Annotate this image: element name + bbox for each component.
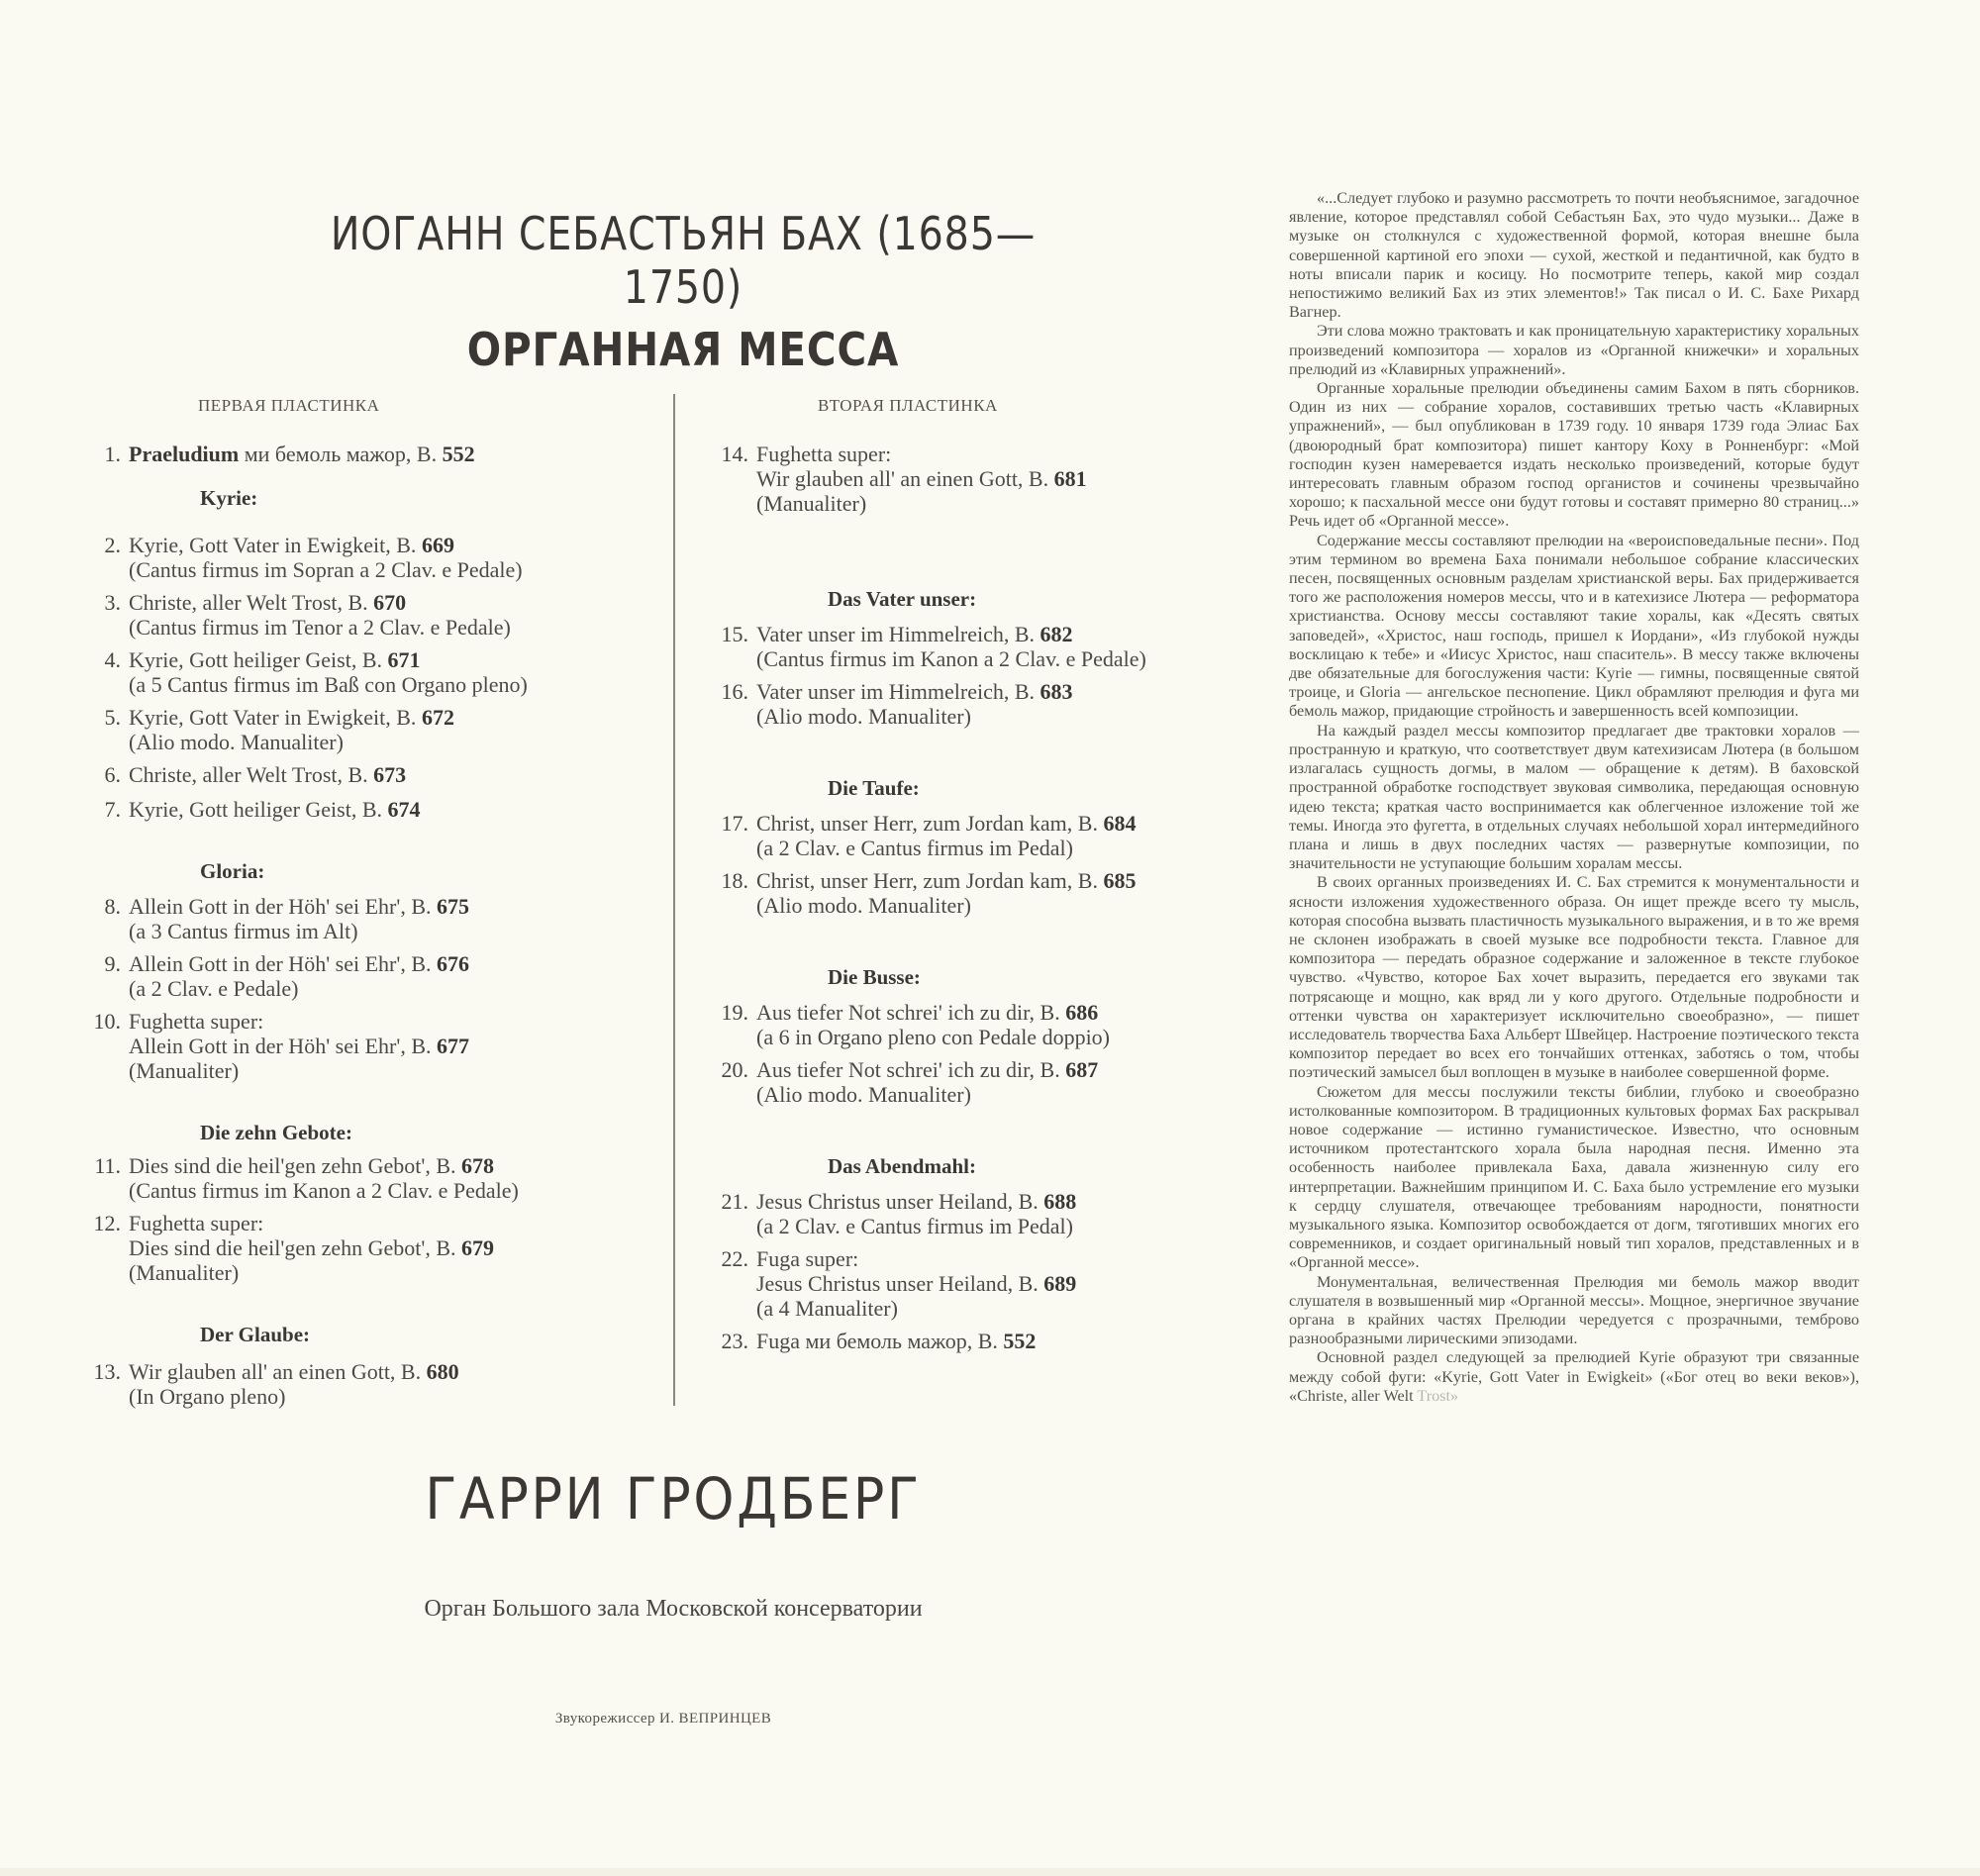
- bwv-number: 678: [461, 1153, 495, 1178]
- bwv-number: 552: [1003, 1329, 1037, 1353]
- track-number: 15.: [721, 622, 748, 646]
- essay-paragraph: Сюжетом для мессы послужили тексты библии, глубоко и своеобразно истолкованные композитором. В традиционных культовых формах Бах раскрывал новое содержание — истинно гуманистическое. Известно, что основным источником протестантского хорала была народная песня. Именно эта особенность наиболее привлекала Баха, давала жизненную силу его интерпретации. Важнейшим принципом И. С. Баха было устремление его музыки к сердцу слушателя, отвечающее требованиям народности, понятности музыкального языка. Композитор освобождается от догм, тяготивших многих его современников, и создает оригинальный новый тип хоралов, представленных и в «Органной мессе».: [1289, 1082, 1859, 1272]
- track-item: [77, 1153, 651, 1203]
- track-title: Allein Gott in der Höh' sei Ehr', В.: [129, 894, 437, 919]
- track-item: [77, 951, 651, 1001]
- bwv-number: 688: [1043, 1189, 1077, 1214]
- track-title: ми бемоль мажор, В.: [239, 442, 443, 466]
- track-number: 2.: [104, 533, 121, 557]
- track-subtitle: (a 6 in Organo pleno con Pedale doppio): [756, 1025, 1111, 1049]
- bwv-number: 681: [1053, 466, 1087, 491]
- track-item: [77, 442, 651, 466]
- track-number: 20.: [721, 1057, 748, 1082]
- track-number: 22.: [721, 1246, 748, 1271]
- bwv-number: 669: [421, 533, 454, 557]
- track-subtitle: (a 2 Clav. e Pedale): [129, 976, 299, 1001]
- section-title-die-busse: Die Busse:: [828, 965, 921, 989]
- track-title: Kyrie, Gott Vater in Ewigkeit, В.: [129, 705, 422, 730]
- track-title: Allein Gott in der Höh' sei Ehr', В.: [129, 1034, 437, 1058]
- track-item: [705, 622, 1259, 671]
- track-number: 16.: [721, 679, 748, 704]
- bwv-number: 675: [437, 894, 469, 919]
- section-title-der-glaube: Der Glaube:: [200, 1323, 311, 1346]
- essay-paragraph: Эти слова можно трактовать и как проницательную характеристику хоральных произведений композитора — хоралов из «Органной книжечки» и хоральных прелюдий из «Клавирных упражнений».: [1289, 322, 1859, 378]
- track-title: Christ, unser Herr, zum Jordan kam, В.: [756, 811, 1104, 836]
- bwv-number: 685: [1103, 868, 1137, 893]
- track-subtitle: (Alio modo. Manualiter): [756, 1082, 971, 1107]
- track-title: Vater unser im Himmelreich, В.: [756, 679, 1040, 704]
- section-title-zehn-gebote: Die zehn Gebote:: [200, 1121, 352, 1144]
- track-number: 10.: [93, 1009, 121, 1034]
- track-item: [77, 894, 651, 943]
- track-title: Wir glauben all' an einen Gott, В.: [129, 1359, 427, 1384]
- essay-paragraph: Органные хоральные прелюдии объединены самим Бахом в пять сборников. Один из них — собрание хоралов, составивших третью часть «Клавирных упражнений», — был опубликован в 1739 году. 10 января 1739 года Элиас Бах (двоюродный брат композитора) пишет кантору Коху в Ронненбург: «Мой господин кузен намеревается издать несколько произведений, которые будут интересовать главным образом господ органистов и сочинены чрезвычайно хорошо; к пасхальной мессе они будут готовы и составят примерно 80 страниц...» Речь идет об «Органной мессе».: [1289, 379, 1859, 531]
- track-subtitle: (Alio modo. Manualiter): [129, 730, 344, 754]
- track-number: 18.: [721, 868, 748, 893]
- track-item: [705, 679, 1259, 729]
- track-prefix: Fughetta super:: [756, 442, 892, 466]
- work-title: ОРГАННАЯ МЕССА: [466, 323, 900, 377]
- column-divider: [673, 394, 675, 1406]
- track-subtitle: (Alio modo. Manualiter): [756, 893, 971, 918]
- track-number: 23.: [721, 1329, 748, 1353]
- bwv-number: 683: [1040, 679, 1073, 704]
- track-number: 8.: [104, 894, 121, 919]
- bwv-number: 684: [1103, 811, 1137, 836]
- track-subtitle: (Manualiter): [756, 491, 867, 516]
- track-title: Dies sind die heil'gen zehn Gebot', В.: [129, 1235, 462, 1260]
- disc-2-tracklist: [705, 442, 1259, 1353]
- track-item: [77, 1359, 651, 1409]
- track-number: 19.: [721, 1000, 748, 1025]
- venue: Орган Большого зала Московской консерватории: [424, 1596, 923, 1622]
- track-number: 21.: [721, 1189, 748, 1214]
- disc-1-tracklist: [77, 442, 651, 1409]
- sound-engineer: Звукорежиссер И. ВЕПРИНЦЕВ: [554, 1711, 772, 1727]
- track-title-bold: Praeludium: [129, 442, 240, 466]
- bwv-number: 670: [373, 590, 407, 615]
- track-subtitle: (a 2 Clav. e Cantus firmus im Pedal): [756, 1214, 1073, 1238]
- track-item: [705, 868, 1259, 918]
- bwv-number: 679: [461, 1235, 495, 1260]
- bwv-number: 673: [373, 762, 407, 787]
- track-number: 17.: [721, 811, 748, 836]
- track-number: 11.: [94, 1153, 121, 1178]
- track-subtitle: (a 4 Manualiter): [756, 1296, 898, 1321]
- track-title: Wir glauben all' an einen Gott, В.: [756, 466, 1054, 491]
- track-number: 13.: [93, 1359, 121, 1384]
- track-title: Fuga ми бемоль мажор, В.: [756, 1329, 1004, 1353]
- track-title: Kyrie, Gott Vater in Ewigkeit, В.: [129, 533, 422, 557]
- track-subtitle: (Cantus firmus im Kanon a 2 Clav. e Pedale): [129, 1178, 519, 1203]
- track-number: 9.: [104, 951, 121, 976]
- track-subtitle: (Cantus firmus im Sopran a 2 Clav. e Pedale): [129, 557, 523, 582]
- disc-1-label: ПЕРВАЯ ПЛАСТИНКА: [198, 396, 380, 415]
- track-title: Aus tiefer Not schrei' ich zu dir, В.: [756, 1000, 1066, 1025]
- track-subtitle: (Alio modo. Manualiter): [756, 704, 971, 729]
- composer-heading: ИОГАНН СЕБАСТЬЯН БАХ (1685—1750): [330, 206, 1037, 314]
- essay-paragraph-last: [1289, 1348, 1859, 1406]
- bwv-number: 552: [442, 442, 475, 466]
- track-item: [77, 1009, 651, 1083]
- track-number: 3.: [104, 590, 121, 615]
- track-item: [77, 797, 651, 822]
- section-title-gloria: Gloria:: [200, 859, 265, 883]
- track-item: [77, 533, 651, 582]
- track-title: Vater unser im Himmelreich, В.: [756, 622, 1040, 646]
- track-item: [705, 442, 1259, 516]
- track-item: [77, 590, 651, 640]
- track-subtitle: (Cantus firmus im Tenor a 2 Clav. e Pedale): [129, 615, 511, 640]
- bwv-number: 674: [387, 797, 421, 822]
- section-title-kyrie: Kyrie:: [200, 486, 258, 510]
- track-title: Christe, aller Welt Trost, В.: [129, 590, 374, 615]
- track-number: 6.: [104, 762, 121, 787]
- track-number: 1.: [104, 442, 121, 466]
- track-number: 14.: [721, 442, 748, 466]
- track-item: [705, 811, 1259, 860]
- track-title: Jesus Christus unser Heiland, В.: [756, 1189, 1044, 1214]
- track-item: [77, 705, 651, 754]
- bwv-number: 677: [437, 1034, 469, 1058]
- performer-name: ГАРРИ ГРОДБЕРГ: [425, 1465, 922, 1532]
- essay-paragraph: В своих органных произведениях И. С. Бах стремится к монументальности и ясности изложения художественного образа. Он ищет прежде всего ту мысль, которая способна вызвать пластичность музыкального выражения, и в то же время не склонен изображать в своей музыке все подробности текста. Главное для композитора — передать образное содержание и заложенное в тексте глубокое чувство. «Чувство, которое Бах хочет выразить, передается его звуками так потрясающе и мощно, как вряд ли у кого другого. Отдельные подробности и оттенки чувства он характеризует исключительно своеобразно», — пишет исследователь творчества Баха Альберт Швейцер. Настроение поэтического текста композитор передает во всех его тончайших оттенках, заботясь о том, чтобы поэтический замысел был воплощен в музыке в наиболее совершенной форме.: [1289, 873, 1859, 1082]
- bwv-number: 676: [437, 951, 469, 976]
- track-subtitle: (Cantus firmus im Kanon a 2 Clav. e Pedale): [756, 646, 1146, 671]
- track-number: 4.: [104, 647, 121, 672]
- bwv-number: 680: [426, 1359, 459, 1384]
- section-title-abendmahl: Das Abendmahl:: [828, 1154, 976, 1178]
- track-item: [705, 1189, 1259, 1238]
- track-prefix: Fuga super:: [756, 1246, 859, 1271]
- track-title: Allein Gott in der Höh' sei Ehr', В.: [129, 951, 437, 976]
- track-subtitle: (a 2 Clav. e Cantus firmus im Pedal): [756, 836, 1073, 860]
- track-title: Jesus Christus unser Heiland, В.: [756, 1271, 1044, 1296]
- essay-paragraph: «...Следует глубоко и разумно рассмотреть то почти необъяснимое, загадочное явление, которое представлял собой Себастьян Бах, это чудо музыки... Даже в музыке он столкнулся с художественной формой, которая внешне была совершенной картиной его эпохи — сухой, жесткой и педантичной, как будто в ноты вписали парик и косицу. Но посмотрите теперь, какой мир создал непостижимо великий Бах из этих элементов!» Так писал о И. С. Бахе Рихард Вагнер.: [1289, 189, 1859, 322]
- bwv-number: 682: [1040, 622, 1073, 646]
- bwv-number: 687: [1065, 1057, 1099, 1082]
- track-title: Christ, unser Herr, zum Jordan kam, В.: [756, 868, 1104, 893]
- track-item: [705, 1000, 1259, 1049]
- essay-paragraph: На каждый раздел мессы композитор предлагает две трактовки хоралов — пространную и краткую, что соответствует двум катехизисам Лютера (в большом излагалась сущность догмы, в малом — обращение к детям). В баховской пространной обработке господствует звуковая символика, передающая основную идею текста; краткая часто воспринимается как облегченное изложение той же темы. Иногда это фугетта, в отдельных случаях небольшой хорал интермедийного плана и лишь в двух последних частях — развернутые композиции, по значительности не уступающие большим хоралам мессы.: [1289, 721, 1859, 873]
- essay-text-faded: Trost»: [1417, 1386, 1459, 1405]
- track-number: 7.: [104, 797, 121, 822]
- track-title: Kyrie, Gott heiliger Geist, В.: [129, 797, 388, 822]
- section-title-vater-unser: Das Vater unser:: [828, 587, 977, 611]
- track-item: [77, 762, 651, 787]
- track-title: Christe, aller Welt Trost, В.: [129, 762, 374, 787]
- bwv-number: 689: [1043, 1271, 1077, 1296]
- track-title: Kyrie, Gott heiliger Geist, В.: [129, 647, 388, 672]
- track-subtitle: (Manualiter): [129, 1260, 240, 1285]
- bwv-number: 671: [387, 647, 421, 672]
- track-prefix: Fughetta super:: [129, 1211, 264, 1235]
- bwv-number: 672: [421, 705, 454, 730]
- track-number: 12.: [93, 1211, 121, 1235]
- liner-notes-essay: [1289, 189, 1859, 1406]
- track-title: Dies sind die heil'gen zehn Gebot', В.: [129, 1153, 462, 1178]
- track-prefix: Fughetta super:: [129, 1009, 264, 1034]
- track-title: Aus tiefer Not schrei' ich zu dir, В.: [756, 1057, 1066, 1082]
- essay-paragraph: Монументальная, величественная Прелюдия ми бемоль мажор вводит слушателя в возвышенный мир «Органной мессы». Мощное, энергичное звучание органа в крайних частях Прелюдии чередуется с прозрачными, темброво разнообразными лирическими эпизодами.: [1289, 1272, 1859, 1348]
- page-bottom-edge: [0, 1868, 1980, 1876]
- essay-paragraph: Содержание мессы составляют прелюдии на «вероисповедальные песни». Под этим термином во времена Баха понимали небольшое собрание классических песен, посвященных основным разделам христианской веры. Бах придерживается того же расположения номеров мессы, что и в катехизисе Лютера — реформатора христианства. Основу мессы составляют такие хоралы, как «Десять святых заповедей», «Христос, наш господь, пришел к Иордани», «Из глубокой нужды восклицаю к тебе» и «Иисус Христос, наш спаситель». В мессу также включены две обязательные для богослужения части: Kyrie — гимны, посвященные святой троице, и Gloria — ангельское песнопение. Цикл обрамляют прелюдия и фуга ми бемоль мажор, придающие стройность и завершенность всей композиции.: [1289, 531, 1859, 721]
- track-subtitle: (In Organo pleno): [129, 1384, 286, 1409]
- track-item: [705, 1246, 1259, 1321]
- essay-text: Основной раздел следующей за прелюдией Kyrie образуют три связанные между собой фуги: «Kyrie, Gott Vater in Ewigkeit» («Бог отец во веки веков»), «Christe, aller Welt: [1289, 1348, 1859, 1405]
- track-subtitle: (a 3 Cantus firmus im Alt): [129, 919, 358, 943]
- bwv-number: 686: [1065, 1000, 1099, 1025]
- track-item: [77, 1211, 651, 1285]
- disc-2-label: ВТОРАЯ ПЛАСТИНКА: [818, 396, 998, 415]
- track-item: [705, 1057, 1259, 1107]
- track-item: [77, 647, 651, 697]
- track-subtitle: (Manualiter): [129, 1058, 240, 1083]
- track-item: [705, 1329, 1259, 1353]
- track-subtitle: (a 5 Cantus firmus im Baß con Organo pleno): [129, 672, 528, 697]
- track-number: 5.: [104, 705, 121, 730]
- section-title-die-taufe: Die Taufe:: [828, 776, 920, 800]
